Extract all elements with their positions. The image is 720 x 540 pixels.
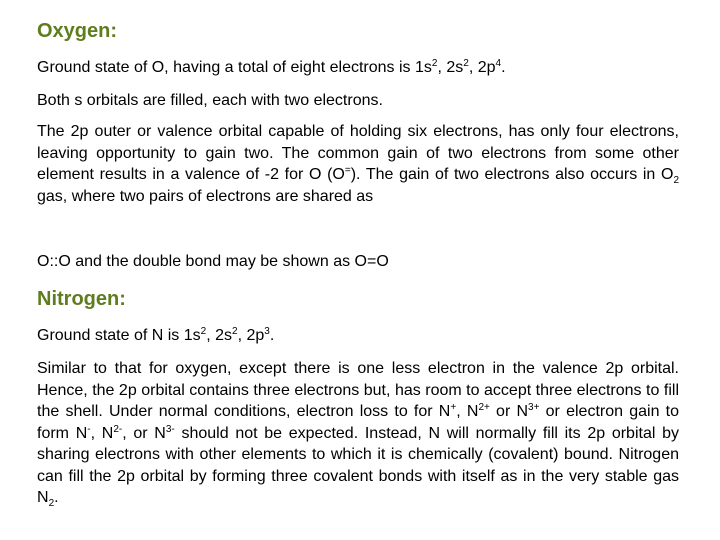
text-run: , or N [122, 424, 166, 442]
text-run: , 2s [437, 59, 464, 76]
superscript: 3+ [528, 402, 540, 413]
oxygen-ground-state [37, 57, 679, 79]
oxygen-s-orbitals: Both s orbitals are filled, each with two electrons. [37, 92, 383, 109]
text-run: Ground state of O, having a total of eight electrons is 1s [37, 59, 432, 76]
subscript: 2 [48, 498, 55, 509]
superscript: 2 [431, 58, 438, 69]
text-run: or electron gain to form N [37, 403, 680, 442]
nitrogen-similar-paragraph [37, 358, 679, 509]
text-run: . [501, 59, 506, 76]
superscript: + [450, 402, 457, 413]
subscript: 2 [673, 175, 679, 186]
text-run: , 2p [237, 327, 265, 344]
text-run: , 2s [206, 327, 232, 344]
text-run: Ground state of N is 1s [37, 327, 201, 344]
nitrogen-ground-state [37, 325, 679, 347]
text-run: Similar to that for oxygen, except there is one less electron in the valence 2p orbital. Hence, the 2p orbital contains three electrons but, has room to accept three electrons to fill the shell. Under normal conditions, electron loss to for N [37, 360, 679, 420]
oxygen-valence-paragraph [37, 121, 679, 207]
superscript: 3 [264, 326, 270, 337]
text-run: should not be expected. Instead, N will normally fill its 2p orbital by sharing electrons with other elements to which it is chemically (covalent) bound. Nitrogen can fill the 2p orbital by forming three covalent bonds with itself as in the very stable gas N [37, 424, 680, 506]
superscript: 2 [463, 58, 469, 69]
superscript: 2 [200, 326, 207, 337]
text-run: , 2p [468, 59, 496, 76]
superscript: 3- [165, 423, 175, 435]
superscript: = [344, 165, 351, 176]
text-run: . [54, 489, 59, 506]
superscript: 2- [113, 423, 123, 435]
superscript: 2+ [478, 402, 490, 413]
text-run: The 2p outer or valence orbital capable of holding six electrons, has only four electrons, leaving opportunity to gain two. The common gain of two electrons from some other element results in a valence of -2 for O (O [37, 123, 679, 183]
superscript: 4 [495, 58, 502, 69]
text-run: or N [489, 403, 529, 420]
text-run: . [269, 327, 275, 344]
text-run: , N [456, 403, 479, 420]
text-run: ). The gain of two electrons also occurs in O [350, 166, 674, 183]
text-run: gas, where two pairs of electrons are shared as [37, 187, 374, 205]
nitrogen-heading: Nitrogen: [37, 288, 126, 310]
text-run: , N [90, 424, 114, 442]
superscript: - [87, 423, 91, 435]
oxygen-double-bond: O::O and the double bond may be shown as O=O [37, 253, 389, 270]
oxygen-heading: Oxygen: [37, 20, 118, 42]
superscript: 2 [232, 326, 238, 337]
